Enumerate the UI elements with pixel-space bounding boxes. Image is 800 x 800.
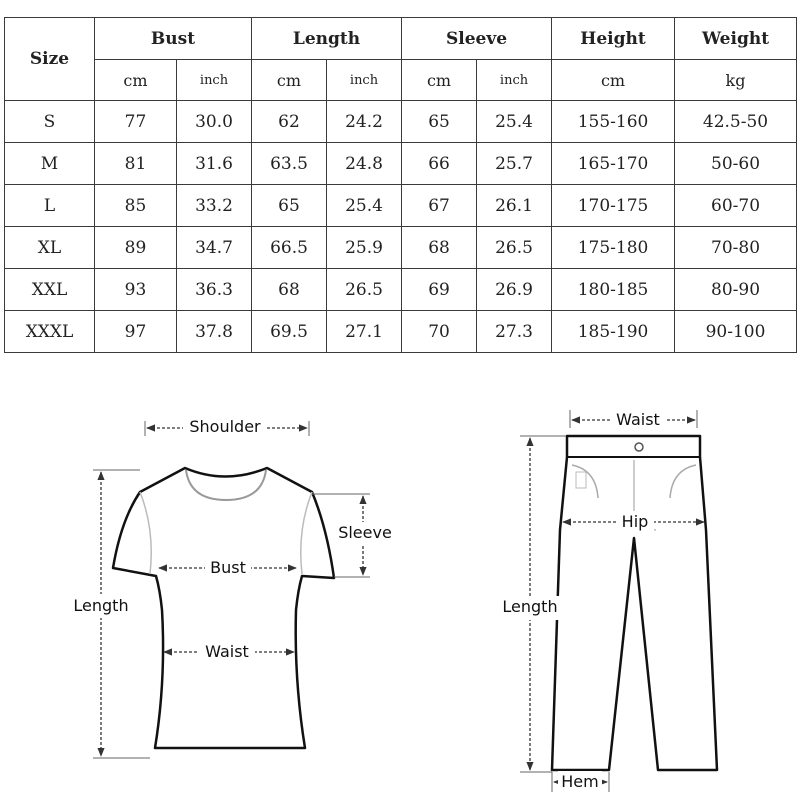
length-header: Length <box>252 18 402 60</box>
table-cell: 81 <box>95 143 177 185</box>
table-cell: 60-70 <box>675 185 797 227</box>
bust-header: Bust <box>95 18 252 60</box>
shoulder-label: Shoulder <box>189 417 261 436</box>
unit-cell: inch <box>177 60 252 101</box>
table-cell: 24.2 <box>327 101 402 143</box>
table-cell: 77 <box>95 101 177 143</box>
bust-label: Bust <box>210 558 246 577</box>
size-cell: L <box>5 185 95 227</box>
pants-length-label: Length <box>502 597 558 616</box>
size-cell: XXXL <box>5 311 95 353</box>
unit-cell: kg <box>675 60 797 101</box>
table-cell: 97 <box>95 311 177 353</box>
table-cell: 68 <box>402 227 477 269</box>
table-cell: 68 <box>252 269 327 311</box>
table-cell: 69.5 <box>252 311 327 353</box>
table-cell: 26.1 <box>477 185 552 227</box>
table-cell: 26.9 <box>477 269 552 311</box>
table-cell: 165-170 <box>552 143 675 185</box>
unit-cell: cm <box>402 60 477 101</box>
height-header: Height <box>552 18 675 60</box>
table-cell: 27.1 <box>327 311 402 353</box>
table-cell: 25.4 <box>327 185 402 227</box>
table-cell: 93 <box>95 269 177 311</box>
hip-label: Hip <box>621 512 649 531</box>
unit-cell: cm <box>552 60 675 101</box>
table-cell: 25.9 <box>327 227 402 269</box>
table-cell: 65 <box>402 101 477 143</box>
weight-header: Weight <box>675 18 797 60</box>
shirt-length-label: Length <box>73 596 129 615</box>
table-cell: 89 <box>95 227 177 269</box>
table-cell: 33.2 <box>177 185 252 227</box>
table-cell: 80-90 <box>675 269 797 311</box>
sleeve-label: Sleeve <box>338 523 392 542</box>
table-cell: 27.3 <box>477 311 552 353</box>
table-cell: 31.6 <box>177 143 252 185</box>
table-cell: 67 <box>402 185 477 227</box>
table-cell: 90-100 <box>675 311 797 353</box>
table-cell: 180-185 <box>552 269 675 311</box>
table-cell: 25.7 <box>477 143 552 185</box>
table-cell: 25.4 <box>477 101 552 143</box>
table-cell: 63.5 <box>252 143 327 185</box>
unit-cell: inch <box>477 60 552 101</box>
table-cell: 70 <box>402 311 477 353</box>
size-cell: XXL <box>5 269 95 311</box>
table-cell: 85 <box>95 185 177 227</box>
size-cell: XL <box>5 227 95 269</box>
pants-diagram <box>499 409 717 793</box>
size-cell: S <box>5 101 95 143</box>
size-header: Size <box>5 18 95 101</box>
table-cell: 26.5 <box>327 269 402 311</box>
table-cell: 24.8 <box>327 143 402 185</box>
hem-label: Hem <box>561 772 599 791</box>
size-cell: M <box>5 143 95 185</box>
unit-cell: inch <box>327 60 402 101</box>
table-cell: 185-190 <box>552 311 675 353</box>
table-cell: 70-80 <box>675 227 797 269</box>
table-cell: 34.7 <box>177 227 252 269</box>
table-cell: 42.5-50 <box>675 101 797 143</box>
tshirt-diagram <box>70 416 394 758</box>
table-cell: 62 <box>252 101 327 143</box>
unit-cell: cm <box>95 60 177 101</box>
table-cell: 155-160 <box>552 101 675 143</box>
table-cell: 175-180 <box>552 227 675 269</box>
table-cell: 30.0 <box>177 101 252 143</box>
table-cell: 66.5 <box>252 227 327 269</box>
table-cell: 170-175 <box>552 185 675 227</box>
shirt-waist-label: Waist <box>205 642 249 661</box>
table-cell: 69 <box>402 269 477 311</box>
table-cell: 26.5 <box>477 227 552 269</box>
table-cell: 65 <box>252 185 327 227</box>
table-cell: 50-60 <box>675 143 797 185</box>
table-cell: 36.3 <box>177 269 252 311</box>
unit-cell: cm <box>252 60 327 101</box>
sleeve-header: Sleeve <box>402 18 552 60</box>
table-cell: 37.8 <box>177 311 252 353</box>
pants-waist-label: Waist <box>616 410 660 429</box>
table-cell: 66 <box>402 143 477 185</box>
